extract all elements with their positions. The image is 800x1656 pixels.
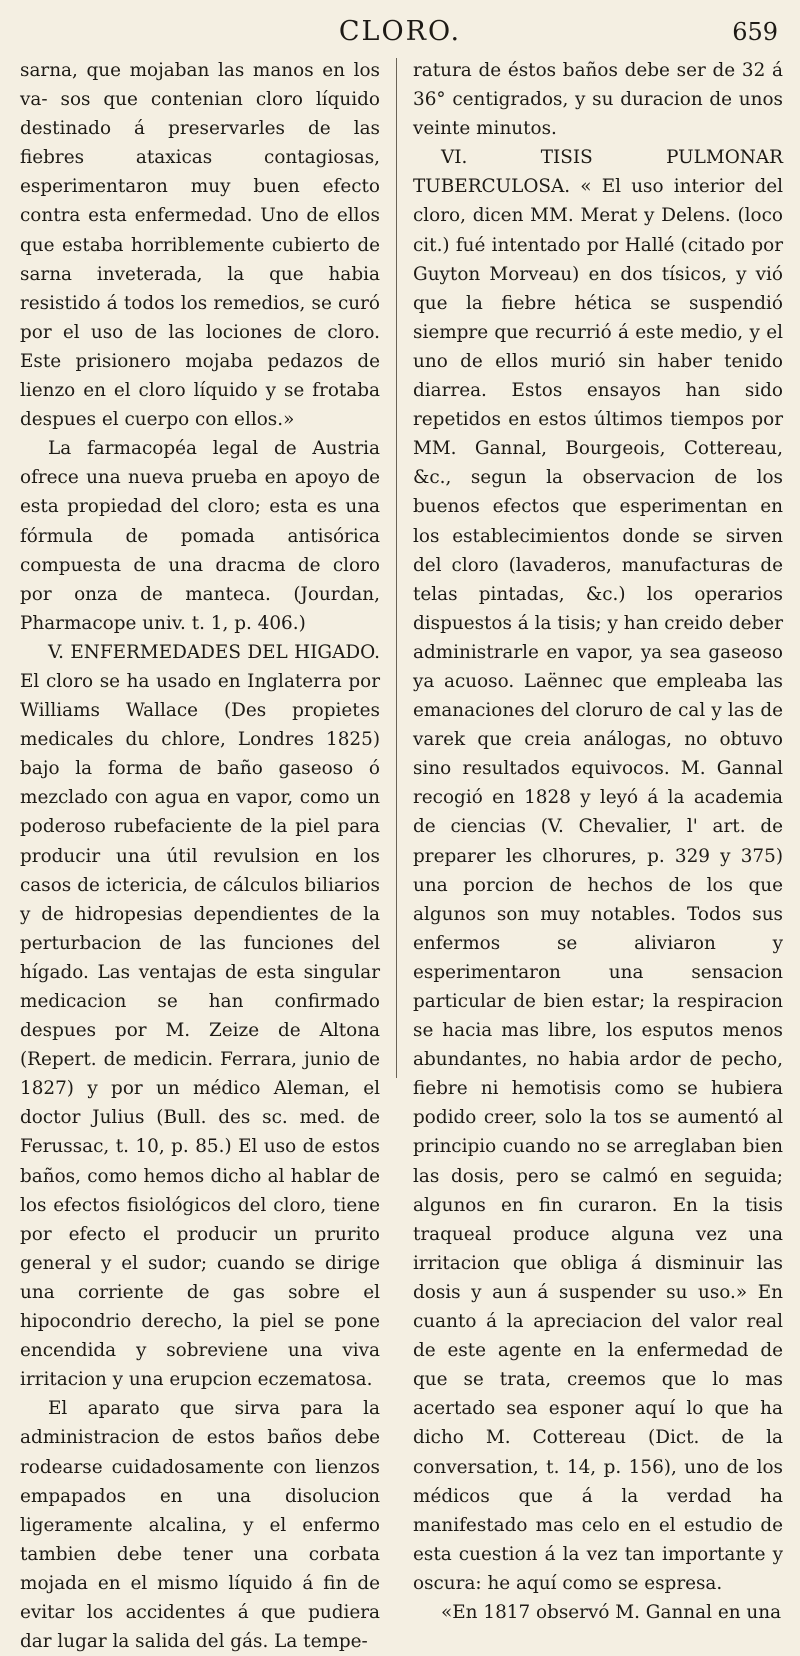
paragraph: La farmacopéa legal de Austria ofrece una nueva prueba en apoyo de esta propiedad del cloro; esta es una fórmula de pomada antisórica compuesta de una dracma de cloro por onza de manteca. (Jourdan, Pharmacope univ. t. 1, p. 406.) [20,438,380,634]
paragraph: V. ENFERMEDADES DEL HIGADO. El cloro se ha usado en Inglaterra por Williams Wallace (Des propietes medicales du chlore, Londres 1825) bajo la forma de baño gaseoso ó mezclado con agua en vapor, como un poderoso rubefaciente de la piel para producir una útil revulsion en los casos de ictericia, de cálculos biliarios y de hidropesias dependientes de la perturbacion de las funciones del hígado. Las ventajas de esta singular medicacion se han confirmado despues por M. Zeize de Altona (Repert. de medicin. Ferrara, junio de 1827) y por un médico Aleman, el doctor Julius (Bull. des sc. med. de Ferussac, t. 10, p. 85.) El uso de estos baños, como hemos dicho al hablar de los efectos fisiológicos del cloro, tiene por efecto el producir un prurito general y el sudor; cuando se dirige una corriente de gas sobre el hipocondrio derecho, la piel se pone encendida y sobreviene una viva irritacion y una erupcion eczematosa. [20,641,380,1391]
left-column [20,56,380,1656]
paragraph: El aparato que sirva para la administracion de estos baños debe rodearse cuidadosamente con lienzos empapados en una disolucion ligeramente alcalina, y el enfermo tambien debe tener una corbata mojada en el mismo líquido á fin de evitar los accidentes á que pudiera dar lugar la salida del gás. La tempe- [20,1398,380,1653]
page-number: 659 [732,18,778,46]
paragraph: sarna, que mojaban las manos en los va- sos que contenian cloro líquido destinado á preservarles de las fiebres ataxicas contagiosas, esperimentaron muy buen efecto contra esta enfermedad. Uno de ellos que estaba horriblemente cubierto de sarna inveterada, la que habia resistido á todos los remedios, se curó por el uso de las lociones de cloro. Este prisionero mojaba pedazos de lienzo en el cloro líquido y se frotaba despues el cuerpo con ellos.» [20,60,380,431]
paragraph: VI. TISIS PULMONAR TUBERCULOSA. « El uso interior del cloro, dicen MM. Merat y Delens. (loco cit.) fué intentado por Hallé (citado por Guyton Morveau) en dos tísicos, y vió que la fiebre hética se suspendió siempre que recurrió á este medio, y el uno de ellos murió sin haber tenido diarrea. Estos ensayos han sido repetidos en estos últimos tiempos por MM. Gannal, Bourgeois, Cottereau, &c., segun la observacion de los buenos efectos que esperimentan en los establecimientos donde se sirven del cloro (lavaderos, manufacturas de telas pintadas, &c.) los operarios dispuestos á la tisis; y han creido deber administrarle en vapor, ya sea gaseoso ya acuoso. Laënnec que empleaba las emanaciones del cloruro de cal y las de varek que creia análogas, no obtuvo sino resultados equivocos. M. Gannal recogió en 1828 y leyó á la academia de ciencias (V. Chevalier, l' art. de preparer les clhorures, p. 329 y 375) una porcion de hechos de los que algunos son muy notables. Todos sus enfermos se aliviaron y esperimentaron una sensacion particular de bien estar; la respiracion se hacia mas libre, los esputos menos abundantes, no habia ardor de pecho, fiebre ni hemotisis como se hubiera podido creer, solo la tos se aumentó al principio cuando no se arreglaban bien las dosis, pero se calmó en seguida; algunos en fin curaron. En la tisis traqueal produce alguna vez una irritacion que obliga á disminuir las dosis y aun á suspender su uso.» En cuanto á la apreciacion del valor real de este agente en la enfermedad de que se trata, creemos que lo mas acertado sea esponer aquí lo que ha dicho M. Cottereau (Dict. de la conversation, t. 14, p. 156), uno de los médicos que á la verdad ha manifestado mas celo en el estudio de esta cuestion á la vez tan importante y oscura: he aquí como se espresa. [413,147,783,1594]
running-title: CLORO. [338,16,462,47]
paragraph: ratura de éstos baños debe ser de 32 á 36° centigrados, y su duracion de unos veinte minutos. [413,60,783,140]
column-divider [396,58,397,1078]
page-header [0,16,800,56]
paragraph: «En 1817 observó M. Gannal en una [441,1601,782,1623]
right-column [413,56,783,1627]
